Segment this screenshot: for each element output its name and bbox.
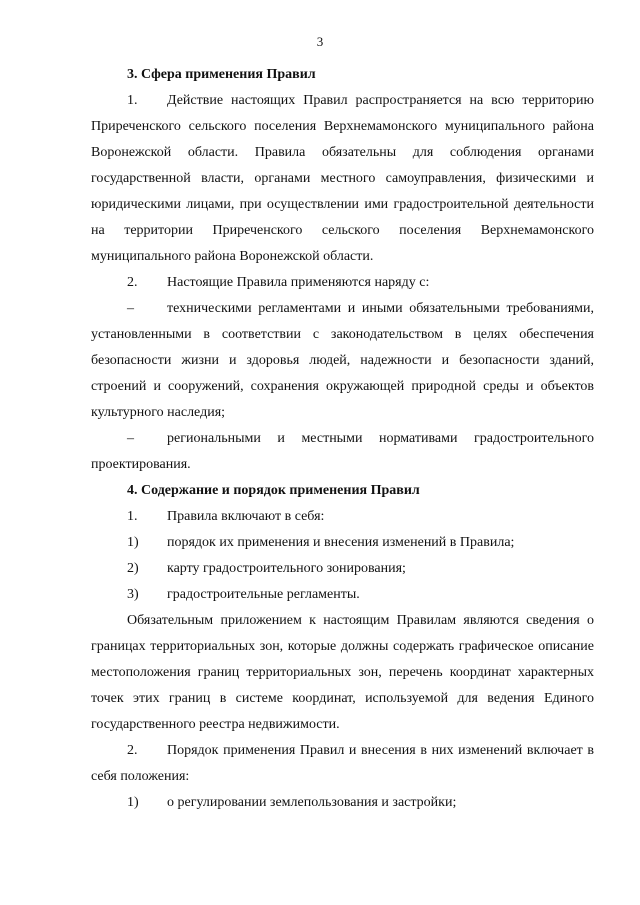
list-item-text: градостроительные регламенты. xyxy=(167,587,360,602)
list-marker: 1) xyxy=(127,795,139,810)
clause-text: Действие настоящих Правил распространяется на всю территорию Приреченского сельского поселения Верхнемамонского муниципального района Воронежской области. Правила обязательны для соблюдения органами государственной власти, органами местного самоуправления, физическими и юридическими лицами, при осуществлении ими градостроительной деятельности на территории Приреченского сельского поселения Верхнемамонского муниципального района Воронежской области. xyxy=(91,93,594,264)
list-marker: 3) xyxy=(127,587,139,602)
list-item-text: порядок их применения и внесения изменений в Правила; xyxy=(167,535,515,550)
dash-item-text: региональными и местными нормативами градостроительного проектирования. xyxy=(91,431,594,472)
list-item-text: о регулировании землепользования и застройки; xyxy=(167,795,457,810)
appendix-paragraph: Обязательным приложением к настоящим Правилам являются сведения о границах территориальных зон, которые должны содержать графическое описание местоположения границ территориальных зон, перечень координат характерных точек этих границ в системе координат, используемой для ведения Единого государственного реестра недвижимости. xyxy=(91,613,594,732)
section-heading-4: 4. Содержание и порядок применения Правил xyxy=(127,483,420,498)
clause-4-2 xyxy=(91,738,594,790)
page-number: 3 xyxy=(316,34,324,49)
section-heading-3: 3. Сфера применения Правил xyxy=(127,67,316,82)
clause-marker: 2. xyxy=(127,743,138,758)
list-item-text: карту градостроительного зонирования; xyxy=(167,561,406,576)
clause-text: Правила включают в себя: xyxy=(167,509,325,524)
dash-item-text: техническими регламентами и иными обязательными требованиями, установленными в соответствии с законодательством в целях обеспечения безопасности жизни и здоровья людей, надежности и безопасности зданий, строений и сооружений, сохранения окружающей природной среды и объектов культурного наследия; xyxy=(91,301,594,420)
clause-4-1 xyxy=(91,504,594,530)
list-item-2 xyxy=(91,556,594,582)
list-marker: 2) xyxy=(127,561,139,576)
clause-3-2 xyxy=(91,270,594,296)
dash-item-2 xyxy=(91,426,594,478)
list-item-3 xyxy=(91,582,594,608)
dash-marker: – xyxy=(127,301,134,316)
clause-marker: 1. xyxy=(127,509,138,524)
list-marker: 1) xyxy=(127,535,139,550)
clause-text: Настоящие Правила применяются наряду с: xyxy=(167,275,430,290)
list-item-4 xyxy=(91,790,594,816)
document-body xyxy=(91,62,594,816)
list-item-1 xyxy=(91,530,594,556)
dash-item-1 xyxy=(91,296,594,426)
dash-marker: – xyxy=(127,431,134,446)
clause-marker: 1. xyxy=(127,93,138,108)
clause-3-1 xyxy=(91,88,594,270)
clause-text: Порядок применения Правил и внесения в них изменений включает в себя положения: xyxy=(91,743,594,784)
clause-marker: 2. xyxy=(127,275,138,290)
